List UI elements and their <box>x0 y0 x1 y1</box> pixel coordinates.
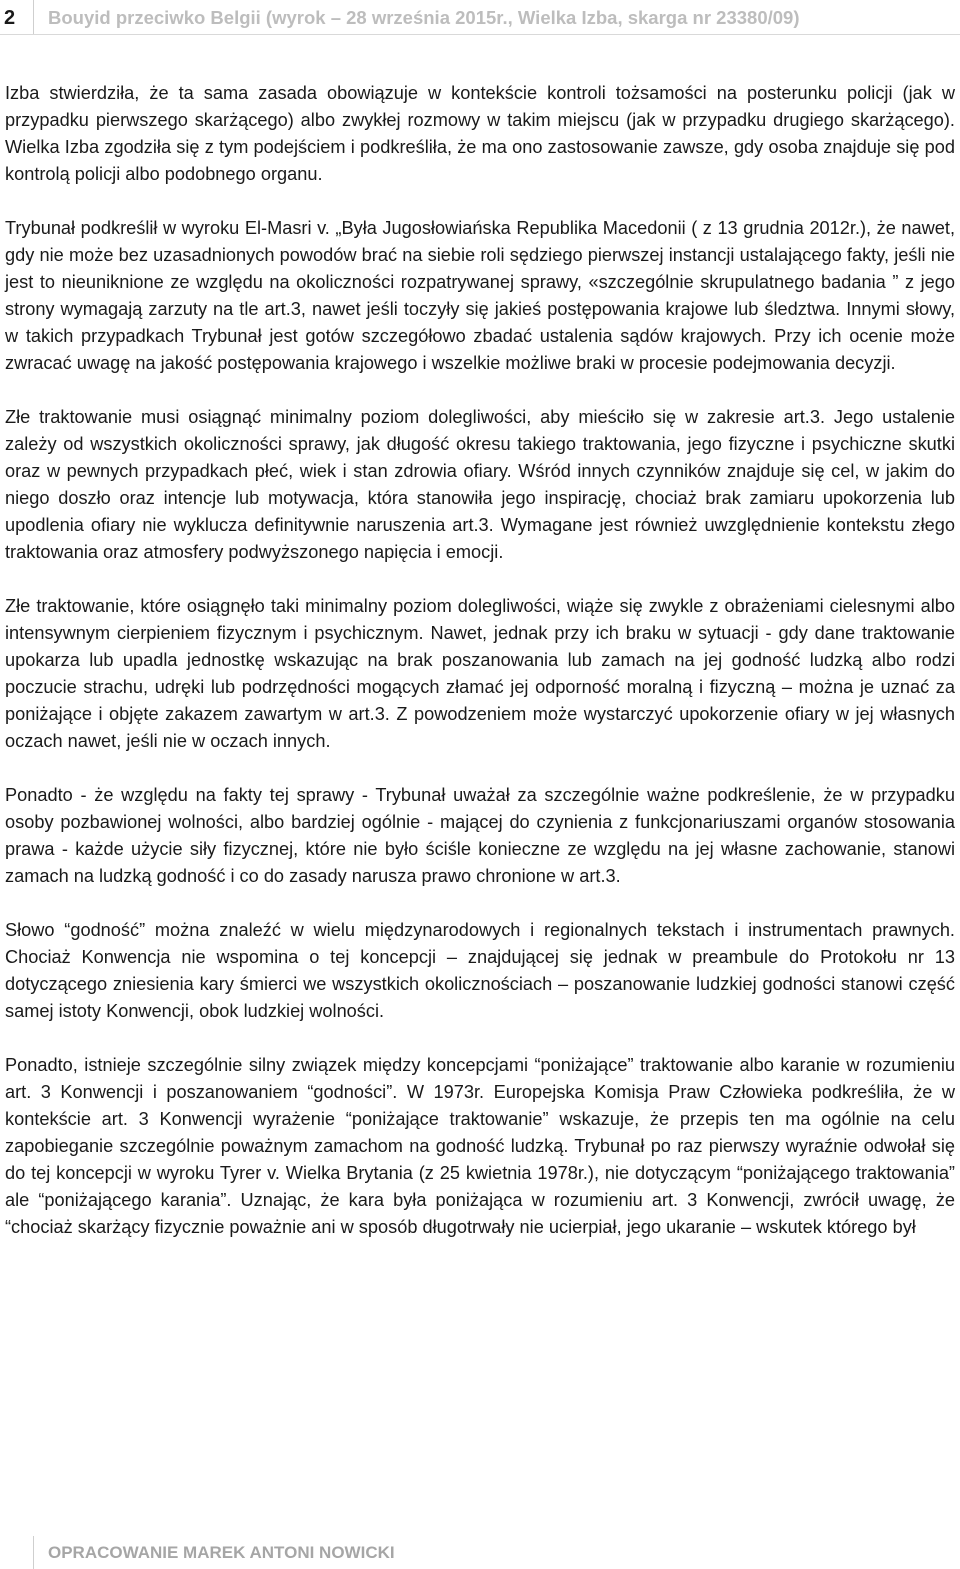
paragraph: Ponadto - że względu na fakty tej sprawy - Trybunał uważał za szczególnie ważne podkreślenie, że w przypadku osoby pozbawionej wolności, albo bardziej ogólnie - mającej do czynienia z funkcjonariuszami organów stosowania prawa - każde użycie siły fizycznej, które nie było ściśle konieczne ze względu na jej własne zachowanie, stanowi zamach na ludzką godność i co do zasady narusza prawo chronione w art.3. <box>5 785 955 886</box>
paragraph: Trybunał podkreślił w wyroku El-Masri v. „Była Jugosłowiańska Republika Macedonii ( z 13 grudnia 2012r.), że nawet, gdy nie może bez uzasadnionych powodów brać na siebie roli sędziego pierwszej instancji ustalającego fakty, jeśli nie jest to nieuniknione ze względu na okoliczności rozpatrywanej sprawy, «szczególnie skrupulatnego badania ” z jego strony wymagają zarzuty na tle art.3, nawet jeśli toczyły się jakieś postępowania krajowe lub śledztwa. Innymi słowy, w takich przypadkach Trybunał jest gotów szczegółowo zbadać ustalenia sądów krajowych. Przy ich ocenie może zwracać uwagę na jakość postępowania krajowego i wszelkie możliwe braki w procesie podejmowania decyzji. <box>5 218 955 373</box>
page-number: 2 <box>4 7 16 29</box>
page-header <box>0 0 960 35</box>
paragraph: Słowo “godność” można znaleźć w wielu międzynarodowych i regionalnych tekstach i instrumentach prawnych. Chociaż Konwencja nie wspomina o tej koncepcji – znajdującej się jednak w preambule do Protokołu nr 13 dotyczącego zniesienia kary śmierci we wszystkich okolicznościach – poszanowanie ludzkiej godności stanowi część samej istoty Konwencji, obok ludzkiej wolności. <box>5 920 955 1021</box>
header-divider <box>33 0 34 34</box>
footer-divider <box>33 1536 34 1569</box>
paragraph: Złe traktowanie, które osiągnęło taki minimalny poziom dolegliwości, wiąże się zwykle z obrażeniami cielesnymi albo intensywnym cierpieniem fizycznym i psychicznym. Nawet, jednak przy ich braku w sytuacji - gdy dane traktowanie upokarza lub upadla jednostkę wskazując na brak poszanowania lub zamach na jej godność ludzką albo rodzi poczucie strachu, udręki lub podrzędności mogących złamać jej odporność moralną i fizyczną – można je uznać za poniżające i objęte zakazem zawartym w art.3. Z powodzeniem może wystarczyć upokorzenie ofiary w jej własnych oczach nawet, jeśli nie w oczach innych. <box>5 596 955 751</box>
footer-author: OPRACOWANIE MAREK ANTONI NOWICKI <box>48 1543 395 1562</box>
running-title: Bouyid przeciwko Belgii (wyrok – 28 września 2015r., Wielka Izba, skarga nr 23380/09) <box>48 7 800 28</box>
paragraph: Złe traktowanie musi osiągnąć minimalny poziom dolegliwości, aby mieściło się w zakresie art.3. Jego ustalenie zależy od wszystkich okoliczności sprawy, jak długość okresu takiego traktowania, jego fizyczne i psychiczne skutki oraz w pewnych przypadkach płeć, wiek i stan zdrowia ofiary. Wśród innych czynników znajduje się cel, w jakim do niego doszło oraz intencje lub motywacja, która stanowiła jego inspirację, chociaż brak zamiaru upokorzenia lub upodlenia ofiary nie wyklucza definitywnie naruszenia art.3. Wymagane jest również uwzględnienie kontekstu złego traktowania oraz atmosfery podwyższonego napięcia i emocji. <box>5 407 955 562</box>
document-body <box>5 80 955 1268</box>
paragraph: Izba stwierdziła, że ta sama zasada obowiązuje w kontekście kontroli tożsamości na posterunku policji (jak w przypadku pierwszego skarżącego) albo zwykłej rozmowy w takim miejscu (jak w przypadku drugiego skarżącego). Wielka Izba zgodziła się z tym podejściem i podkreśliła, że ma ono zastosowanie zawsze, gdy osoba znajduje się pod kontrolą policji albo podobnego organu. <box>5 83 955 184</box>
paragraph: Ponadto, istnieje szczególnie silny związek między koncepcjami “poniżające” traktowanie albo karanie w rozumieniu art. 3 Konwencji i poszanowaniem “godności”. W 1973r. Europejska Komisja Praw Człowieka podkreśliła, że w kontekście art. 3 Konwencji wyrażenie “poniżające traktowanie” wskazuje, że przepis ten ma ogólnie na celu zapobieganie szczególnie poważnym zamachom na godność ludzką. Trybunał po raz pierwszy wyraźnie odwołał się do tej koncepcji w wyroku Tyrer v. Wielka Brytania (z 25 kwietnia 1978r.), nie dotyczącym “poniżającego traktowania” ale “poniżającego karania”. Uznając, że kara była poniżająca w rozumieniu art. 3 Konwencji, zwrócił uwagę, że “chociaż skarżący fizycznie poważnie ani w sposób długotrwały nie ucierpiał, jego ukaranie – wskutek którego był <box>5 1055 955 1237</box>
page-footer <box>0 1536 960 1569</box>
